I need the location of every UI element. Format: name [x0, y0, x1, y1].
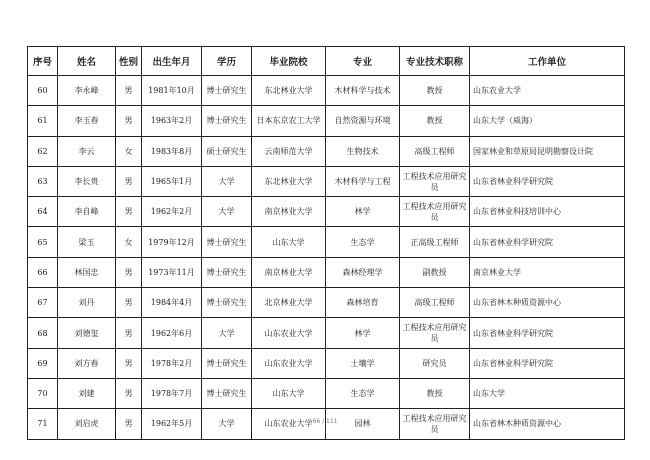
cell-title: 教授 [400, 106, 470, 136]
table-row [28, 227, 625, 257]
cell-no: 65 [28, 227, 58, 257]
cell-title: 工程技术应用研究员 [400, 318, 470, 348]
cell-school: 日本东京农工大学 [252, 106, 326, 136]
cell-work-unit: 山东省林木种质资源中心 [470, 288, 625, 318]
cell-birth: 1978年7月 [142, 378, 202, 408]
cell-school: 东北林业大学 [252, 166, 326, 196]
cell-birth: 1962年2月 [142, 197, 202, 227]
cell-no: 70 [28, 378, 58, 408]
cell-birth: 1963年2月 [142, 106, 202, 136]
cell-major: 园林 [326, 409, 400, 439]
cell-birth: 1962年5月 [142, 409, 202, 439]
cell-gender: 男 [116, 288, 142, 318]
cell-gender: 男 [116, 76, 142, 106]
cell-no: 71 [28, 409, 58, 439]
cell-birth: 1973年11月 [142, 257, 202, 287]
cell-education: 大学 [202, 166, 252, 196]
cell-title: 教授 [400, 378, 470, 408]
cell-gender: 女 [116, 227, 142, 257]
cell-major: 林学 [326, 318, 400, 348]
cell-school: 南京林业大学 [252, 197, 326, 227]
cell-school: 山东农业大学 [252, 318, 326, 348]
cell-title: 工程技术应用研究员 [400, 409, 470, 439]
cell-no: 62 [28, 136, 58, 166]
cell-no: 63 [28, 166, 58, 196]
header-work-unit: 工作单位 [470, 47, 625, 76]
cell-title: 高级工程师 [400, 136, 470, 166]
cell-gender: 男 [116, 318, 142, 348]
cell-gender: 男 [116, 197, 142, 227]
cell-major: 森林经理学 [326, 257, 400, 287]
table-row [28, 257, 625, 287]
header-title: 专业技术职称 [400, 47, 470, 76]
cell-name: 刘方春 [58, 348, 116, 378]
cell-name: 梁玉 [58, 227, 116, 257]
cell-education: 大学 [202, 318, 252, 348]
cell-major: 林学 [326, 197, 400, 227]
cell-birth: 1984年4月 [142, 288, 202, 318]
cell-name: 刘建 [58, 378, 116, 408]
cell-no: 66 [28, 257, 58, 287]
cell-birth: 1981年10月 [142, 76, 202, 106]
cell-gender: 男 [116, 409, 142, 439]
cell-school: 山东农业大学 [252, 409, 326, 439]
cell-school: 山东农业大学 [252, 348, 326, 378]
table-header-row [28, 47, 625, 76]
cell-title: 工程技术应用研究员 [400, 197, 470, 227]
cell-gender: 女 [116, 136, 142, 166]
header-gender: 性别 [116, 47, 142, 76]
cell-major: 生物技术 [326, 136, 400, 166]
cell-birth: 1962年6月 [142, 318, 202, 348]
cell-gender: 男 [116, 106, 142, 136]
cell-name: 刘德玺 [58, 318, 116, 348]
table-row [28, 76, 625, 106]
cell-no: 64 [28, 197, 58, 227]
cell-education: 博士研究生 [202, 227, 252, 257]
cell-major: 生态学 [326, 378, 400, 408]
cell-work-unit: 山东省林业科学研究院 [470, 227, 625, 257]
cell-school: 山东大学 [252, 227, 326, 257]
header-no: 序号 [28, 47, 58, 76]
cell-title: 工程技术应用研究员 [400, 166, 470, 196]
cell-title: 高级工程师 [400, 288, 470, 318]
page-number: 66 / 111 [312, 418, 338, 425]
cell-title: 教授 [400, 76, 470, 106]
cell-work-unit: 国家林业和草原局昆明勘察设计院 [470, 136, 625, 166]
table-row [28, 288, 625, 318]
cell-education: 博士研究生 [202, 106, 252, 136]
table-row [28, 136, 625, 166]
table-row [28, 166, 625, 196]
cell-name: 刘启虎 [58, 409, 116, 439]
cell-birth: 1978年2月 [142, 348, 202, 378]
cell-name: 林国忠 [58, 257, 116, 287]
cell-work-unit: 南京林业大学 [470, 257, 625, 287]
cell-work-unit: 山东农业大学 [470, 76, 625, 106]
cell-education: 博士研究生 [202, 378, 252, 408]
cell-work-unit: 山东省林业科学研究院 [470, 318, 625, 348]
cell-birth: 1965年1月 [142, 166, 202, 196]
cell-title: 副教授 [400, 257, 470, 287]
cell-birth: 1979年12月 [142, 227, 202, 257]
cell-no: 60 [28, 76, 58, 106]
cell-work-unit: 山东省林业科技培训中心 [470, 197, 625, 227]
cell-education: 大学 [202, 197, 252, 227]
cell-school: 山东大学 [252, 378, 326, 408]
cell-school: 云南师范大学 [252, 136, 326, 166]
table-row [28, 197, 625, 227]
table-row [28, 348, 625, 378]
cell-education: 硕士研究生 [202, 136, 252, 166]
cell-major: 土壤学 [326, 348, 400, 378]
cell-major: 生态学 [326, 227, 400, 257]
cell-no: 68 [28, 318, 58, 348]
cell-name: 李自峰 [58, 197, 116, 227]
header-name: 姓名 [58, 47, 116, 76]
cell-major: 木材科学与工程 [326, 166, 400, 196]
header-birth: 出生年月 [142, 47, 202, 76]
cell-gender: 男 [116, 166, 142, 196]
cell-gender: 男 [116, 257, 142, 287]
header-education: 学历 [202, 47, 252, 76]
cell-birth: 1983年8月 [142, 136, 202, 166]
cell-title: 研究员 [400, 348, 470, 378]
cell-work-unit: 山东省林业科学研究院 [470, 166, 625, 196]
cell-name: 李永峰 [58, 76, 116, 106]
header-school: 毕业院校 [252, 47, 326, 76]
cell-work-unit: 山东大学（威海） [470, 106, 625, 136]
cell-education: 博士研究生 [202, 288, 252, 318]
cell-school: 北京林业大学 [252, 288, 326, 318]
cell-no: 69 [28, 348, 58, 378]
cell-major: 森林培育 [326, 288, 400, 318]
cell-education: 大学 [202, 409, 252, 439]
table-row [28, 106, 625, 136]
cell-work-unit: 山东省林业科学研究院 [470, 348, 625, 378]
cell-work-unit: 山东大学 [470, 378, 625, 408]
personnel-table-container [27, 46, 625, 440]
cell-title: 正高级工程师 [400, 227, 470, 257]
cell-major: 自然资源与环境 [326, 106, 400, 136]
cell-work-unit: 山东省林木种质资源中心 [470, 409, 625, 439]
cell-education: 博士研究生 [202, 257, 252, 287]
cell-education: 博士研究生 [202, 348, 252, 378]
header-major: 专业 [326, 47, 400, 76]
cell-gender: 男 [116, 378, 142, 408]
personnel-table [27, 46, 625, 440]
cell-school: 南京林业大学 [252, 257, 326, 287]
cell-name: 刘丹 [58, 288, 116, 318]
cell-no: 61 [28, 106, 58, 136]
cell-major: 木材科学与技术 [326, 76, 400, 106]
cell-name: 李玉春 [58, 106, 116, 136]
cell-name: 李长贵 [58, 166, 116, 196]
cell-school: 东北林业大学 [252, 76, 326, 106]
table-row [28, 318, 625, 348]
cell-gender: 男 [116, 348, 142, 378]
table-body [28, 76, 625, 440]
cell-no: 67 [28, 288, 58, 318]
table-row [28, 378, 625, 408]
cell-name: 李云 [58, 136, 116, 166]
cell-education: 博士研究生 [202, 76, 252, 106]
